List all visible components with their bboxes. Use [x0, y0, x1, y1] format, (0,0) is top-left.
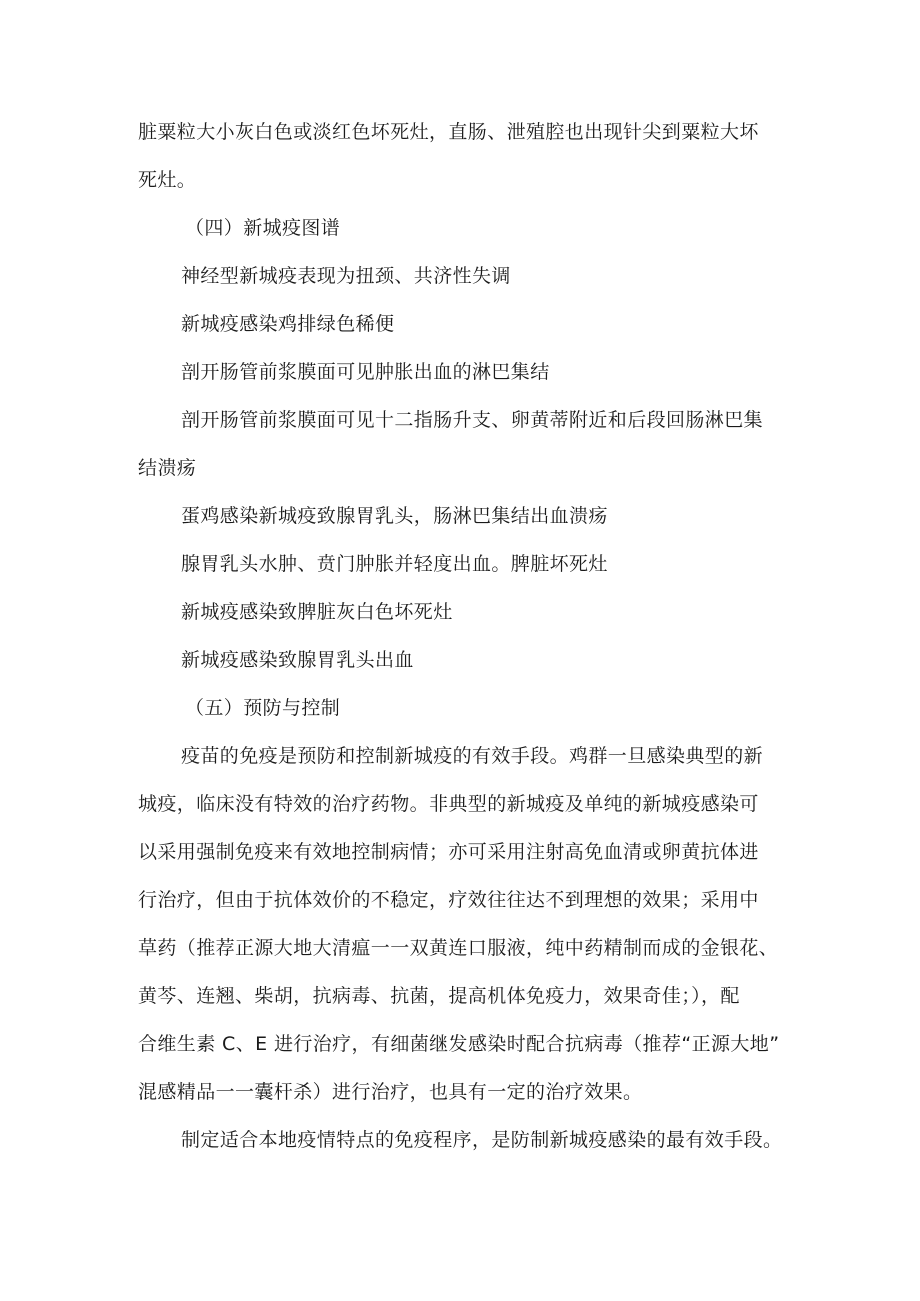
- paragraph-line: 混感精品一一囊杆杀）进行治疗，也具有一定的治疗效果。: [138, 1081, 643, 1103]
- figure-caption: 新城疫感染鸡排绿色稀便: [181, 313, 395, 335]
- paragraph-line: 脏粟粒大小灰白色或淡红色坏死灶，直肠、泄殖腔也出现针尖到粟粒大坏: [138, 121, 759, 143]
- paragraph-line: 草药（推荐正源大地大清瘟一一双黄连口服液，纯中药精制而成的金银花、: [138, 937, 779, 959]
- paragraph-line: 死灶。: [138, 169, 197, 191]
- section-heading: （五）预防与控制: [185, 697, 341, 719]
- paragraph-line: 城疫，临床没有特效的治疗药物。非典型的新城疫及单纯的新城疫感染可: [138, 793, 759, 815]
- paragraph-line: 以采用强制免疫来有效地控制病情；亦可采用注射高免血清或卵黄抗体进: [138, 841, 759, 863]
- figure-caption: 结溃疡: [138, 457, 197, 479]
- paragraph-line: 疫苗的免疫是预防和控制新城疫的有效手段。鸡群一旦感染典型的新: [181, 745, 764, 767]
- figure-caption: 蛋鸡感染新城疫致腺胃乳头，肠淋巴集结出血溃疡: [181, 505, 608, 527]
- paragraph-line: 黄芩、连翘、柴胡，抗病毒、抗菌，提高机体免疫力，效果奇佳；），配: [138, 985, 740, 1007]
- paragraph-line: 合维生素 C、E 进行治疗，有细菌继发感染时配合抗病毒（推荐“正源大地”: [138, 1033, 780, 1055]
- figure-caption: 神经型新城疫表现为扭颈、共济性失调: [181, 265, 511, 287]
- paragraph-line: 行治疗，但由于抗体效价的不稳定，疗效往往达不到理想的效果；采用中: [138, 889, 759, 911]
- figure-caption: 新城疫感染致脾脏灰白色坏死灶: [181, 601, 453, 623]
- figure-caption: 新城疫感染致腺胃乳头出血: [181, 649, 414, 671]
- paragraph-line: 制定适合本地疫情特点的免疫程序，是防制新城疫感染的最有效手段。: [181, 1129, 783, 1151]
- figure-caption: 腺胃乳头水肿、贲门肿胀并轻度出血。脾脏坏死灶: [181, 553, 608, 575]
- figure-caption: 剖开肠管前浆膜面可见肿胀出血的淋巴集结: [181, 361, 550, 383]
- figure-caption: 剖开肠管前浆膜面可见十二指肠升支、卵黄蒂附近和后段回肠淋巴集: [181, 409, 764, 431]
- section-heading: （四）新城疫图谱: [185, 217, 341, 239]
